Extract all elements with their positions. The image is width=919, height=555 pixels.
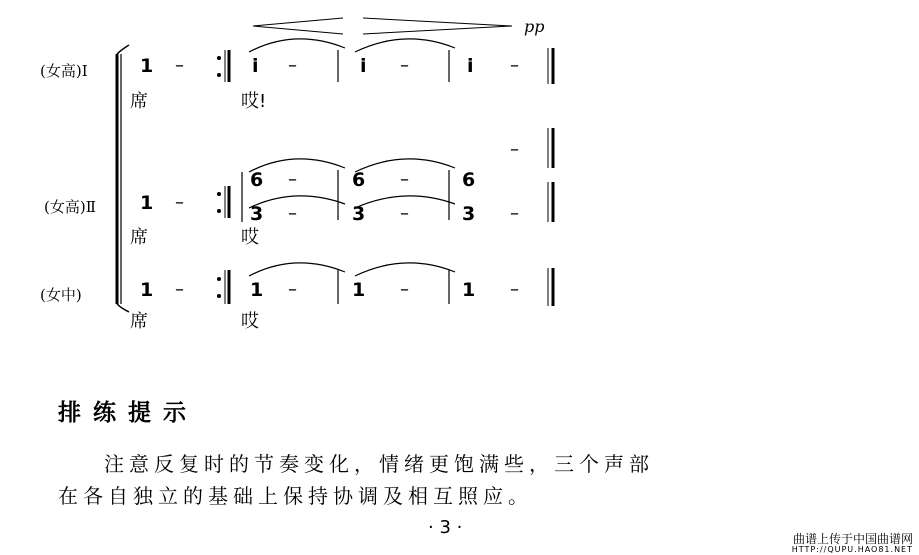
dash: – (288, 203, 297, 224)
part-label-soprano-1: (女高)Ⅰ (40, 62, 88, 80)
dash: – (510, 279, 519, 300)
lyric: 哎! (241, 91, 267, 112)
note: 1 (462, 279, 476, 301)
dash: – (400, 203, 409, 224)
note: 3 (352, 203, 366, 225)
dash: – (288, 279, 297, 300)
note: 1 (352, 279, 366, 301)
diminuendo-hairpin (363, 18, 512, 34)
note: 6 (352, 169, 366, 191)
system-bracket (117, 45, 129, 312)
intro-dash: – (175, 279, 184, 300)
page-number: · 3 · (428, 517, 463, 538)
dash: – (400, 169, 409, 190)
note: 6 (462, 169, 476, 191)
lyric: 席 (130, 91, 148, 112)
intro-dash: – (175, 55, 184, 76)
note: 3 (462, 203, 476, 225)
lyric: 哎 (241, 227, 259, 248)
dash: – (400, 55, 409, 76)
dash: – (510, 139, 519, 160)
paragraph-line: 注意反复时的节奏变化，情绪更饱满些，三个声部 (104, 452, 654, 476)
part-label-soprano-2: (女高)Ⅱ (44, 198, 96, 216)
final-barlines (548, 48, 553, 306)
lyric: 席 (130, 227, 148, 248)
lyric: 席 (130, 311, 148, 332)
dynamic-marking: pp (524, 17, 545, 36)
note: i (252, 55, 259, 77)
barlines (242, 50, 449, 304)
section-title: 排练提示 (58, 400, 198, 426)
crescendo-hairpin (253, 18, 343, 34)
repeat-start-signs (217, 50, 229, 304)
note: i (360, 55, 367, 77)
intro-note: 1 (140, 279, 154, 301)
intro-dash: – (175, 192, 184, 213)
note: 6 (250, 169, 264, 191)
note: 3 (250, 203, 264, 225)
watermark-line-1: 曲谱上传于中国曲谱网 (792, 532, 913, 546)
note: 1 (250, 279, 264, 301)
dash: – (510, 55, 519, 76)
dash: – (288, 55, 297, 76)
slurs (249, 39, 455, 276)
dash: – (288, 169, 297, 190)
intro-note: 1 (140, 55, 154, 77)
lyric: 哎 (241, 311, 259, 332)
intro-note: 1 (140, 192, 154, 214)
watermark-line-2: HTTP://QUPU.HAO81.NET (791, 545, 913, 554)
part-label-alto: (女中) (40, 286, 82, 304)
paragraph-line: 在各自独立的基础上保持协调及相互照应。 (58, 484, 533, 508)
dash: – (400, 279, 409, 300)
note: i (467, 55, 474, 77)
dash: – (510, 203, 519, 224)
